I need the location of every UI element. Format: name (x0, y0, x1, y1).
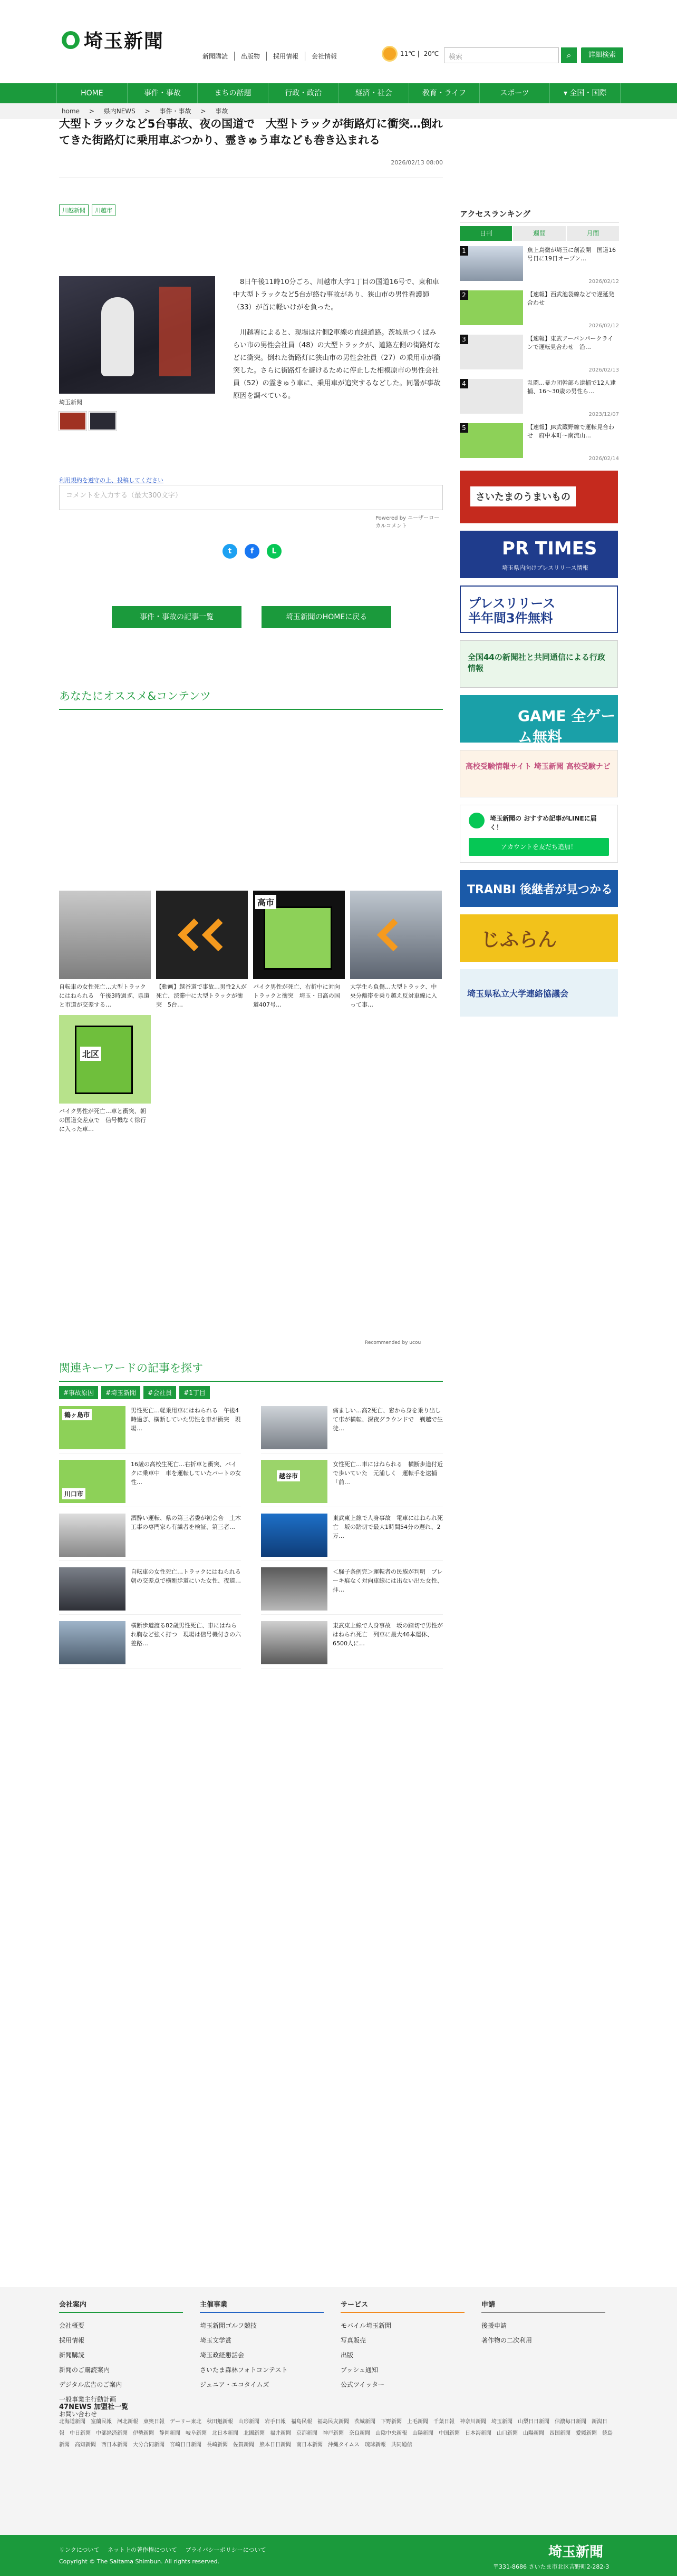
keyword-articles (59, 1406, 443, 1668)
news47-member-link[interactable]: 上毛新聞 (407, 2419, 428, 2425)
ranking-item[interactable] (460, 290, 619, 334)
news47-title: 47NEWS 加盟社一覧 (59, 2403, 129, 2411)
news47-member-link[interactable]: 千葉日報 (433, 2419, 454, 2425)
ad-text: PR TIMES (502, 538, 597, 559)
search-input[interactable]: 検索 (444, 47, 559, 63)
keyword-article-text: 横断歩道渡る82歳男性死亡、車にはねられ胸など強く打つ 現場は信号機付きの六差路… (131, 1622, 241, 1647)
recommend-text: 自転車の女性死亡…大型トラックにはねられる 午後3時過ぎ、県道と市道が交差する… (59, 983, 150, 1008)
recommend-image (59, 1015, 151, 1104)
news47-member-link[interactable]: 山陽新聞 (412, 2431, 433, 2436)
article-main (59, 116, 443, 1647)
weather-widget[interactable] (383, 47, 439, 60)
footer-bottom-bar (0, 2535, 677, 2576)
photo-thumbnail[interactable] (89, 412, 117, 431)
footer-link[interactable]: 新聞購読 (59, 2351, 85, 2359)
footer-link[interactable]: 埼玉政経懇話会 (200, 2351, 245, 2359)
news47-member-link[interactable]: 琉球新報 (364, 2442, 386, 2448)
news47-member-link[interactable]: 岩手日報 (265, 2419, 286, 2425)
keyword-article[interactable] (261, 1621, 443, 1668)
keyword-article-image (261, 1567, 327, 1611)
breadcrumb-sep: > (144, 108, 150, 115)
news47-member-link[interactable]: 高知新聞 (75, 2442, 96, 2448)
recommend-grid (59, 891, 442, 1134)
news47-member-link[interactable]: デーリー東北 (170, 2419, 201, 2425)
rank-number: 1 (460, 246, 468, 256)
ad-saitama-food[interactable] (460, 471, 618, 523)
footer-link[interactable]: ジュニア・エコタイムズ (200, 2381, 269, 2388)
site-header (62, 0, 615, 83)
news47-member-link[interactable]: 中日新聞 (70, 2431, 91, 2436)
copyright: Copyright © The Saitama Shimbun. All rights reserved. (59, 2558, 220, 2565)
keyword-heading: 関連キーワードの記事を探す (59, 1360, 443, 1382)
keyword-article[interactable] (261, 1460, 443, 1507)
recommend-item[interactable] (253, 891, 345, 1010)
ad-text: GAME 全ゲーム無料 (518, 707, 616, 746)
news47-member-link[interactable]: 室蘭民報 (91, 2419, 112, 2425)
recommend-item[interactable] (59, 1015, 151, 1134)
category-list-button[interactable]: 事件・事故の記事一覧 (112, 606, 241, 628)
recommend-image (253, 891, 345, 979)
news47-member-link[interactable]: 福島民友新聞 (317, 2419, 349, 2425)
news47-member-link[interactable]: 新潟日報 (59, 2419, 607, 2436)
logo-text: 埼玉新聞 (84, 30, 165, 52)
ad-text: 全国44の新聞社と共同通信による行政情報 (468, 652, 605, 673)
breadcrumb-home[interactable]: home (62, 108, 80, 115)
keyword-article-text: 痛ましい…高2死亡、窓から身を乗り出して車が横転、深夜グラウンドで 剃越で生徒… (333, 1407, 443, 1432)
logo-mark-icon (62, 31, 80, 49)
news47-member-link[interactable]: 河北新報 (117, 2419, 138, 2425)
global-nav (0, 83, 677, 103)
temp-low: 11℃ | (400, 50, 420, 57)
footer-link[interactable]: 埼玉文学賞 (200, 2337, 232, 2344)
tab-monthly[interactable]: 月間 (567, 226, 619, 241)
ad-subtext: 埼玉県内向けプレスリリース情報 (502, 564, 588, 571)
news47-member-link[interactable]: 沖縄タイムス (328, 2442, 360, 2448)
news47-member-link[interactable]: 北海道新聞 (59, 2419, 85, 2425)
news47-member-link[interactable]: 福井新聞 (270, 2431, 291, 2436)
keyword-article[interactable] (261, 1406, 443, 1453)
comment-terms-link[interactable]: 利用規約を遵守の上、投稿してください (59, 477, 163, 484)
footer-link[interactable]: 出版 (341, 2351, 354, 2359)
article-body (233, 276, 443, 415)
keyword-article-text: 16歳の高校生死亡…右折車と衝突、バイクに乗車中 車を運転していたパートの女性… (131, 1461, 241, 1486)
ad-tranbi[interactable] (460, 870, 618, 907)
article-paragraph: 川越署によると、現場は片側2車線の直線道路。茨城県つくばみらい市の男性会社員（48）の大型トラックが、道路左側の街路灯などに衝突。倒れた街路灯に狭山市の男性会社員（27）の乗用車が衝突した。さらに街路灯を避けるために停止した相模原市の男性会社員（52）の霊きゅう車に、乗用車が追突するなどした。同署が事故原因を調べている。 (233, 329, 441, 400)
share-buttons (223, 544, 282, 559)
nav-town[interactable]: まちの話題 (198, 83, 268, 103)
photo-thumbnails (59, 412, 215, 431)
article-date: 2026/02/13 08:00 (59, 159, 443, 178)
recommend-text: バイク男性が死亡、右折中に対向トラックと衝突 埼玉・日高の国道407号… (253, 983, 340, 1008)
news47-member-link[interactable]: 日本海新聞 (465, 2431, 491, 2436)
news47-members (59, 2401, 617, 2451)
footer-bottom-links (59, 2545, 273, 2554)
news47-member-link[interactable]: 奈良新聞 (349, 2431, 370, 2436)
ad-game[interactable] (460, 695, 618, 746)
rank-number: 2 (460, 290, 468, 300)
ranking-image (460, 246, 523, 281)
keyword-article-image (59, 1621, 125, 1664)
news47-member-link[interactable]: 埼玉新聞 (491, 2419, 512, 2425)
map-label: 鶴ヶ島市 (62, 1409, 92, 1420)
ad-text: さいたまのうまいもの (470, 486, 576, 506)
news47-member-link[interactable]: 伊勢新聞 (133, 2431, 154, 2436)
footer-link[interactable]: 採用情報 (59, 2337, 85, 2344)
ad-text: 埼玉県私立大学連絡協議会 (467, 989, 569, 999)
ad-exam[interactable] (460, 750, 618, 797)
news47-member-link[interactable]: 佐賀新聞 (233, 2442, 254, 2448)
ranking-item[interactable] (460, 379, 619, 422)
breadcrumb-current: 事故 (215, 108, 228, 115)
ranking-image (460, 379, 523, 414)
nav-life[interactable]: 教育・ライフ (409, 83, 480, 103)
ranking-text: 乱闘…暴力団幹部ら逮捕で12人逮捕、16～30歳の男性ら… (527, 379, 616, 395)
sun-icon (383, 47, 396, 60)
ranking-image (460, 290, 523, 325)
breadcrumb-sep: > (89, 108, 94, 115)
footer-link[interactable]: モバイル埼玉新聞 (341, 2322, 392, 2329)
ad-line[interactable] (460, 805, 618, 863)
arrow-icon (202, 919, 235, 951)
news47-member-link[interactable]: 西日本新聞 (101, 2442, 128, 2448)
news47-member-link[interactable]: 中部経済新聞 (96, 2431, 128, 2436)
footer-link[interactable]: 一般事業主行動計画 (59, 2396, 117, 2403)
ranking-text: 魚上鳥微が埼玉に創設開 国道16号日に19日オープン… (527, 247, 616, 262)
recommend-text: バイク男性が死亡…車と衝突、朝の国道交差点で 信号機なく徐行に入った車… (59, 1108, 146, 1133)
sidebar (460, 208, 619, 1017)
keyword-article-text: 酒酔い運転、県の第三者委が初会合 土木工事の専門家ら有識者を検証、第三者… (131, 1515, 241, 1530)
keyword-article[interactable] (59, 1460, 241, 1507)
footer-link[interactable]: お問い合わせ (59, 2411, 98, 2418)
ad-press-release[interactable] (460, 586, 618, 633)
news47-member-link[interactable]: 大分合同新聞 (133, 2442, 165, 2448)
ranking-date: 2026/02/14 (588, 456, 619, 462)
article-photo-block (59, 276, 215, 431)
article-tags (59, 204, 443, 216)
news47-member-link[interactable]: 茨城新聞 (354, 2419, 375, 2425)
recommend-item[interactable] (350, 891, 442, 1010)
header-link[interactable]: 出版物 (235, 52, 267, 61)
footer-link[interactable]: 後援申請 (481, 2322, 507, 2329)
line-icon (469, 813, 485, 828)
facebook-share-icon[interactable]: f (245, 544, 259, 559)
news47-member-link[interactable]: 神戸新聞 (323, 2431, 344, 2436)
keyword-article-image (261, 1514, 327, 1557)
site-footer (0, 2287, 677, 2535)
rank-number: 5 (460, 423, 468, 433)
news47-member-link[interactable]: 四国新聞 (549, 2431, 570, 2436)
news47-member-link[interactable]: 秋田魁新報 (207, 2419, 233, 2425)
news47-member-link[interactable]: 京都新聞 (296, 2431, 317, 2436)
news47-member-link[interactable]: 山陽新聞 (523, 2431, 544, 2436)
footer-bottom-link[interactable]: プライバシーポリシーについて (185, 2546, 266, 2553)
footer-link[interactable]: 著作物の二次利用 (481, 2337, 533, 2344)
footer-col-title: サービス (341, 2299, 465, 2313)
news47-member-link[interactable]: 信濃毎日新聞 (555, 2419, 586, 2425)
ranking-tabs (460, 226, 619, 241)
footer-link[interactable]: 会社概要 (59, 2322, 85, 2329)
keyword-article-image (59, 1514, 125, 1557)
keyword-tag[interactable]: #事故原因 (59, 1386, 98, 1399)
news47-member-link[interactable]: 山陰中央新報 (375, 2431, 407, 2436)
search-button[interactable] (561, 47, 577, 63)
footer-link[interactable]: さいたま森林フォトコンテスト (200, 2366, 288, 2374)
line-share-icon[interactable]: L (267, 544, 282, 559)
footer-address: 〒331-8686 さいたま市北区吉野町2-282-3 (493, 2563, 610, 2570)
header-link[interactable]: 新聞購読 (196, 52, 235, 61)
footer-bottom-link[interactable]: リンクについて (59, 2546, 100, 2553)
photo-caption: 埼玉新聞 (59, 399, 82, 406)
map-icon (264, 906, 332, 970)
news47-member-link[interactable]: 熊本日日新聞 (259, 2442, 291, 2448)
keyword-article-image (59, 1406, 125, 1449)
news47-member-link[interactable]: 中国新聞 (439, 2431, 460, 2436)
keyword-article[interactable] (59, 1621, 241, 1668)
recommend-text: 【動画】越谷道で事故…男性2人が死亡、渋滞中に大型トラックが衝突 5台… (156, 983, 247, 1008)
recommend-item[interactable] (59, 891, 151, 1010)
advanced-search-button[interactable]: 詳細検索 (581, 47, 623, 63)
nav-home[interactable]: HOME (56, 83, 128, 103)
map-label: 川口市 (62, 1488, 85, 1499)
keyword-article-image (261, 1406, 327, 1449)
ranking-item[interactable] (460, 423, 619, 466)
ad-text: TRANBI 後継者が見つかる (467, 883, 613, 896)
line-add-button[interactable]: アカウントを友だち追加！ (469, 838, 609, 856)
keyword-article-text: 男性死亡…軽乗用車にはねられる 午後4時過ぎ、横断していた男性を車が衝突 現場… (131, 1407, 241, 1432)
ranking-text: 【速報】東武アーバンパークラインで運転見合わせ 沿… (527, 335, 614, 350)
news47-member-link[interactable]: 下野新聞 (381, 2419, 402, 2425)
keyword-tag[interactable]: #埼玉新聞 (101, 1386, 140, 1399)
nav-incident[interactable]: 事件・事故 (128, 83, 198, 103)
breadcrumb-news[interactable]: 県内NEWS (103, 108, 136, 115)
news47-member-link[interactable]: 徳島新聞 (59, 2431, 613, 2448)
twitter-share-icon[interactable]: t (223, 544, 237, 559)
footer-link[interactable]: 写真販売 (341, 2337, 366, 2344)
keyword-article-text: 東武東上線で人身事故 電車にはねられ死亡 坂の踏切で最大1時間54分の遅れ、2万… (333, 1515, 443, 1539)
keyword-article-text: 東武東上線で人身事故 坂の踏切で男性がはねられ死亡 列車に最大46本運休、6500人に… (333, 1622, 443, 1647)
tab-weekly[interactable]: 週間 (513, 226, 565, 241)
ad-text: 高校受験情報サイト 埼玉新聞 高校受験ナビ (466, 763, 611, 771)
news47-member-link[interactable]: 宮崎日日新聞 (170, 2442, 201, 2448)
keyword-article[interactable] (59, 1514, 241, 1561)
footer-logo[interactable]: 埼玉新聞 (548, 2544, 604, 2560)
ranking-text: 【速報】JR武蔵野線で運転見合わせ 府中本町～南流山… (527, 424, 614, 439)
recommend-image (350, 891, 442, 979)
news47-member-link[interactable]: 山梨日日新聞 (518, 2419, 549, 2425)
keyword-tags (59, 1386, 210, 1399)
footer-col-title: 主催事業 (200, 2299, 324, 2313)
ranking-heading: アクセスランキング (460, 208, 619, 223)
article-tag[interactable]: 川越新聞 (59, 204, 89, 216)
footer-link[interactable]: 公式ツイッター (341, 2381, 385, 2388)
comment-input[interactable]: コメントを入力する（最大300文字） (59, 485, 443, 510)
footer-link[interactable]: 埼玉新聞ゴルフ競技 (200, 2322, 257, 2329)
rank-number: 4 (460, 379, 468, 388)
ranking-list (460, 246, 619, 466)
ad-newspaper[interactable] (460, 640, 618, 688)
header-links (196, 52, 343, 61)
ranking-date: 2023/12/07 (588, 412, 619, 417)
keyword-article[interactable] (59, 1567, 247, 1615)
map-label: 越谷市 (277, 1470, 300, 1481)
temp-high: 20℃ (423, 50, 439, 57)
keyword-article-text: ＜騒子条例完＞運転者の民族が判明 ブレーキ痕なく対向車線には出ない出た女性、拝… (333, 1568, 443, 1593)
keyword-article[interactable] (261, 1567, 443, 1615)
footer-bottom-link[interactable]: ネット上の著作権について (108, 2546, 177, 2553)
keyword-tag[interactable]: #会社員 (143, 1386, 176, 1399)
ranking-date: 2026/02/12 (588, 279, 619, 285)
ranking-date: 2026/02/13 (588, 367, 619, 373)
arrow-icon (377, 919, 410, 951)
nav-sports[interactable]: スポーツ (480, 83, 550, 103)
news47-member-link[interactable]: 愛媛新聞 (576, 2431, 597, 2436)
map-label: 高市 (255, 895, 276, 909)
search-icon: ⌕ (566, 50, 572, 60)
recommend-image (156, 891, 248, 979)
photo-thumbnail[interactable] (59, 412, 86, 431)
keyword-article-text: 女性死亡…車にはねられる 横断歩道付近で歩いていた 元浦しく 運転手を逮捕「前… (333, 1461, 443, 1486)
article-title: 大型トラックなど5台事故、夜の国道で 大型トラックが街路灯に衝突…倒れてきた街路灯に乗用車ぶつかり、霊きゅう車なども巻き込まれる (59, 118, 443, 147)
footer-col-title: 申請 (481, 2299, 605, 2313)
news47-member-link[interactable]: 山口新聞 (497, 2431, 518, 2436)
article-tag[interactable]: 川越市 (92, 204, 115, 216)
ad-text: じふらん (481, 929, 557, 951)
keyword-tag[interactable]: #1丁目 (179, 1386, 210, 1399)
map-label: 北区 (80, 1047, 101, 1061)
ranking-image (460, 335, 523, 369)
article-nav-buttons (112, 606, 391, 628)
news47-member-link[interactable]: 山形新聞 (238, 2419, 259, 2425)
ranking-image (460, 423, 523, 458)
keyword-article-image (261, 1460, 327, 1503)
news47-member-link[interactable]: 福島民報 (291, 2419, 312, 2425)
footer-link[interactable]: 新聞のご購読案内 (59, 2366, 110, 2374)
recommend-image (59, 891, 151, 979)
news47-member-link[interactable]: 共同通信 (391, 2442, 412, 2448)
back-home-button[interactable]: 埼玉新聞のHOMEに戻る (262, 606, 391, 628)
ranking-item[interactable] (460, 335, 619, 378)
tab-daily[interactable]: 日刊 (460, 226, 512, 241)
rank-number: 3 (460, 335, 468, 344)
ranking-text: 【速報】西武池袋線などで遅延発合わせ (527, 291, 614, 306)
news47-member-link[interactable]: 岐阜新聞 (186, 2431, 207, 2436)
site-logo[interactable] (62, 26, 164, 53)
comment-powered-by: Powered by ユーザーローカルコメント (375, 515, 440, 529)
ad-prtimes[interactable] (460, 531, 618, 578)
footer-link[interactable]: デジタル広告のご案内 (59, 2381, 122, 2388)
keyword-article[interactable] (59, 1406, 241, 1453)
keyword-article-image (59, 1567, 125, 1611)
ranking-item[interactable] (460, 246, 619, 289)
recommended-by: Recommended by ucou (365, 1340, 421, 1345)
article-photo[interactable] (59, 276, 215, 394)
footer-link[interactable]: プッシュ通知 (341, 2366, 378, 2374)
news47-member-link[interactable]: 長崎新聞 (207, 2442, 228, 2448)
recommend-heading: あなたにオススメ&コンテンツ (59, 688, 443, 710)
breadcrumb-category[interactable]: 事件・事故 (159, 108, 191, 115)
news47-member-link[interactable]: 東奥日報 (143, 2419, 165, 2425)
news47-list (59, 2416, 617, 2451)
keyword-article-image (59, 1460, 125, 1503)
nav-economy[interactable]: 経済・社会 (339, 83, 410, 103)
ad-jifuran[interactable] (460, 914, 618, 962)
keyword-article-text: 自転車の女性死亡…トラックにはねられる 朝の交差点で横断歩道にいた女性、夜道… (131, 1568, 247, 1584)
ad-private-univ[interactable] (460, 969, 618, 1017)
news47-member-link[interactable]: 静岡新聞 (159, 2431, 180, 2436)
nav-national[interactable]: ▾ 全国・国際 (550, 83, 621, 103)
news47-member-link[interactable]: 南日本新聞 (296, 2442, 323, 2448)
ranking-date: 2026/02/12 (588, 323, 619, 329)
keyword-article[interactable] (261, 1514, 443, 1561)
keyword-article-image (261, 1621, 327, 1664)
header-link[interactable]: 採用情報 (267, 52, 305, 61)
news47-member-link[interactable]: 北國新聞 (244, 2431, 265, 2436)
news47-member-link[interactable]: 神奈川新聞 (460, 2419, 486, 2425)
article-paragraph: 8日午後11時10分ごろ、川越市大字1丁目の国道16号で、東和車中大型トラックなど5台が絡む事故があり、狭山市の男性看護師（33）が首に軽いけがを負った。 (233, 278, 439, 311)
recommend-text: 大学生ら負傷…大型トラック、中央分離帯を乗り越え反対車線に入って事… (350, 983, 437, 1008)
news47-member-link[interactable]: 北日本新聞 (212, 2431, 238, 2436)
header-link[interactable]: 会社情報 (312, 53, 337, 60)
breadcrumb-sep: > (200, 108, 206, 115)
nav-politics[interactable]: 行政・政治 (268, 83, 339, 103)
recommend-item[interactable] (156, 891, 248, 1010)
footer-col-title: 会社案内 (59, 2299, 183, 2313)
ad-text: プレスリリース 半年間3件無料 (468, 596, 556, 626)
ad-text: 埼玉新聞の おすすめ記事がLINEに届く！ (490, 815, 597, 831)
